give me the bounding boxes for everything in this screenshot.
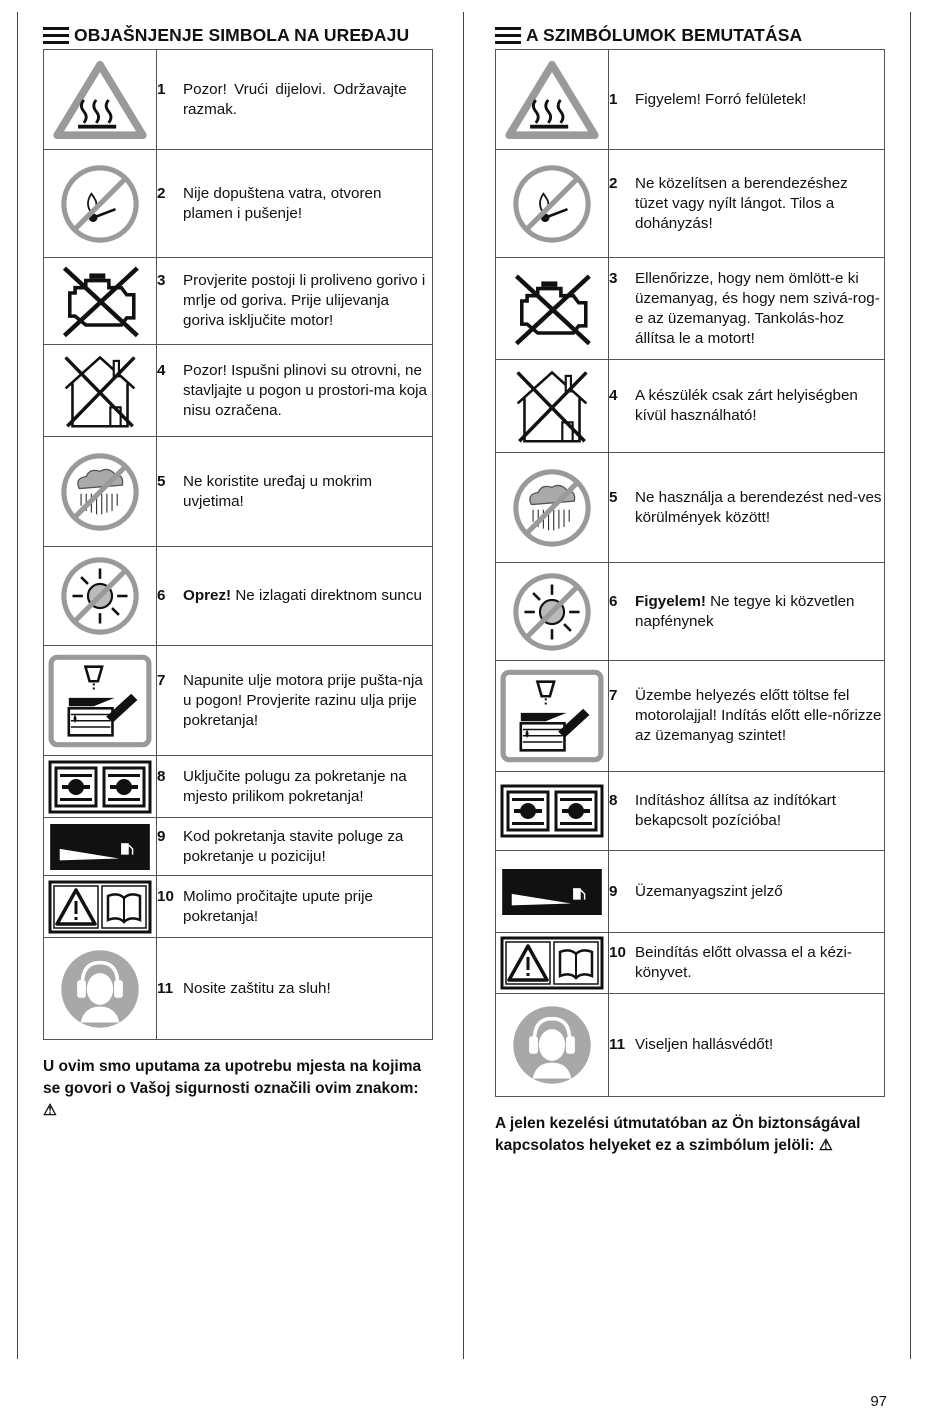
item-text: Ne tegye ki közvetlen napfénynek [635,592,855,630]
table-row [496,772,885,851]
item-number: 8 [609,792,618,809]
item-number: 10 [609,944,626,961]
no-indoor-use-icon [57,351,143,431]
symbol-table [495,49,885,1097]
warning-triangle-icon: ⚠ [818,1137,833,1154]
table-row [44,646,433,756]
table-row [496,563,885,661]
menu-lines-icon [43,27,69,44]
table-row [496,851,885,933]
item-text: Pozor! Vrući dijelovi. Održavajte razmak. [183,80,407,118]
item-number: 4 [157,361,166,379]
safety-note [43,1056,433,1122]
hot-surface-icon [52,60,148,140]
item-number: 5 [157,472,166,490]
item-text-bold: Figyelem! [635,592,706,610]
table-row [44,437,433,547]
table-row [496,50,885,150]
table-row [44,876,433,938]
start-lever-icon [500,784,604,838]
item-number: 7 [609,687,618,704]
table-row [496,360,885,453]
read-manual-icon [500,936,604,990]
right-margin-rule [910,12,911,1359]
fuel-level-icon [49,824,151,870]
item-number: 3 [157,272,166,289]
table-row [44,547,433,646]
table-row [44,756,433,818]
table-row [496,150,885,258]
item-text: Ne használja a berendezést ned-ves körülmények között! [635,488,882,526]
menu-lines-icon [495,27,521,44]
no-spill-engine-icon [506,269,598,349]
no-indoor-use-icon [509,366,595,446]
symbol-table [43,49,433,1040]
item-text: Nosite zaštitu za sluh! [183,979,331,997]
section-heading-text: OBJAŠNJENJE SIMBOLA NA UREĐAJU [74,24,410,45]
safety-note-text: U ovim smo uputama za upotrebu mjesta na kojima se govori o Vašoj sigurnosti označili ovim znakom: [43,1058,422,1097]
item-text: A készülék csak zárt helyiségben kívül használható! [635,387,858,424]
table-row [496,933,885,994]
item-text: Ellenőrizze, hogy nem ömlött-e ki üzemanyag, és hogy nem szivá-rog-e az üzemanyag. Tankolás-hoz állítsa le a motort! [635,269,880,347]
item-text: Üzembe helyezés előtt töltse fel motorolajjal! Indítás előtt elle-nőrizze az üzemanyag szintet! [635,687,882,744]
section-heading [495,22,885,48]
item-text: Figyelem! Forró felületek! [635,90,807,108]
table-row [44,50,433,150]
no-sun-icon [57,553,143,639]
left-margin-rule [17,12,18,1359]
table-row [496,258,885,360]
start-lever-icon [48,760,152,814]
item-text: Viseljen hallásvédőt! [635,1036,774,1053]
item-number: 11 [157,979,174,997]
table-row [496,453,885,563]
no-spill-engine-icon [54,261,146,341]
item-text: Beindítás előtt olvassa el a kézi-könyvet. [635,944,852,981]
ear-protection-icon [56,945,144,1033]
item-number: 1 [609,90,618,108]
item-text: Üzemanyagszint jelző [635,882,783,900]
item-text: Pozor! Ispušni plinovi su otrovni, ne stavljajte u pogon u prostori-ma koja nisu ozračena. [183,361,427,419]
croatian-section [43,22,433,1122]
item-text-bold: Oprez! [183,587,232,604]
item-number: 2 [157,184,166,202]
item-number: 8 [157,767,166,785]
item-number: 6 [609,592,618,610]
warning-triangle-icon: ⚠ [43,1102,57,1119]
fill-oil-icon [500,669,604,763]
item-number: 11 [609,1036,626,1053]
fill-oil-icon [48,654,152,748]
safety-note [495,1113,885,1157]
section-heading [43,22,433,48]
hot-surface-icon [504,60,600,140]
item-number: 1 [157,80,166,98]
table-row [44,345,433,437]
item-text: Ne koristite uređaj u mokrim uvjetima! [183,472,373,510]
no-rain-icon [57,449,143,535]
no-rain-icon [509,465,595,551]
item-number: 10 [157,887,174,905]
item-number: 9 [157,827,166,845]
safety-note-text: A jelen kezelési útmutatóban az Ön biztonságával kapcsolatos helyeket ez a szimbólum jelöli: [495,1115,861,1154]
table-row [496,661,885,772]
item-text: Provjerite postoji li proliveno gorivo i mrlje od goriva. Prije ulijevanja goriva isključite motor! [183,272,426,329]
ear-protection-icon [508,1001,596,1089]
item-text: Uključite polugu za pokretanje na mjesto prilikom pokretanja! [183,767,407,805]
no-fire-icon [57,161,143,247]
item-number: 7 [157,671,166,689]
item-text: Ne közelítsen a berendezéshez tüzet vagy nyílt lángot. Tilos a dohányzás! [635,174,848,232]
fuel-level-icon [501,869,603,915]
item-number: 2 [609,174,618,192]
item-number: 9 [609,882,618,900]
page-number: 97 [870,1393,887,1410]
item-text: Molimo pročitajte upute prije pokretanja! [183,887,373,925]
hungarian-section [495,22,885,1157]
no-fire-icon [509,161,595,247]
table-row [44,258,433,345]
item-text: Kod pokretanja stavite poluge za pokretanje u poziciju! [183,827,404,865]
item-text: Ne izlagati direktnom suncu [231,587,422,604]
table-row [496,994,885,1097]
table-row [44,150,433,258]
read-manual-icon [48,880,152,934]
table-row [44,938,433,1040]
table-row [44,818,433,876]
item-number: 3 [609,269,618,287]
no-sun-icon [509,569,595,655]
center-column-rule [463,12,464,1359]
item-text: Indításhoz állítsa az indítókart bekapcsolt pozícióba! [635,792,836,829]
item-number: 4 [609,387,618,404]
item-text: Nije dopuštena vatra, otvoren plamen i pušenje! [183,184,382,222]
section-heading-text: A SZIMBÓLUMOK BEMUTATÁSA [526,24,803,45]
item-text: Napunite ulje motora prije pušta-nja u pogon! Provjerite razinu ulja prije pokretanja! [183,671,423,729]
item-number: 5 [609,488,618,506]
item-number: 6 [157,587,166,604]
